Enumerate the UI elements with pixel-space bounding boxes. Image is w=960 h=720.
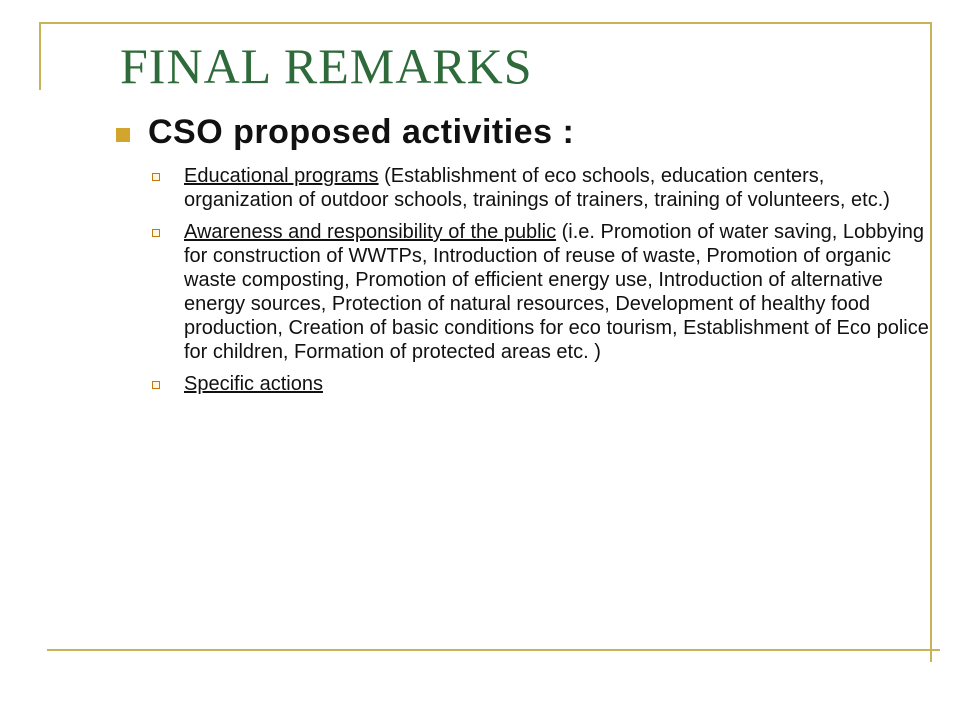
square-bullet-icon (116, 128, 130, 142)
decorative-rule-bottom (47, 649, 940, 651)
slide-title: FINAL REMARKS (120, 38, 533, 94)
list-item (152, 164, 932, 212)
list-item-lead: Awareness and responsibility of the public (184, 221, 557, 243)
sub-bullet-list (152, 164, 932, 404)
list-item-detail: (Establishment of eco schools, education centers, organization of outdoor schools, trainings of trainers, training of volunteers, etc.) (184, 165, 890, 211)
hollow-square-bullet-icon (152, 229, 160, 237)
main-bullet (116, 108, 916, 158)
list-item (152, 372, 932, 396)
list-item-lead: Specific actions (184, 373, 323, 395)
section-heading: CSO proposed activities : (148, 113, 575, 151)
list-item (152, 220, 932, 364)
list-item-lead: Educational programs (184, 165, 379, 187)
decorative-rule-top (40, 22, 932, 24)
hollow-square-bullet-icon (152, 173, 160, 181)
list-item-text (184, 164, 932, 212)
hollow-square-bullet-icon (152, 381, 160, 389)
decorative-rule-left (39, 22, 41, 90)
list-item-text (184, 372, 932, 396)
list-item-detail: (i.e. Promotion of water saving, Lobbying for construction of WWTPs, Introduction of reuse of waste, Promotion of organic waste composting, Promotion of efficient energy use, Introduction of alternative energy sources, Protection of natural resources, Development of healthy food production, Creation of basic conditions for eco tourism, Establishment of Eco police for children, Formation of protected areas etc. ) (184, 221, 929, 363)
list-item-text (184, 220, 932, 364)
